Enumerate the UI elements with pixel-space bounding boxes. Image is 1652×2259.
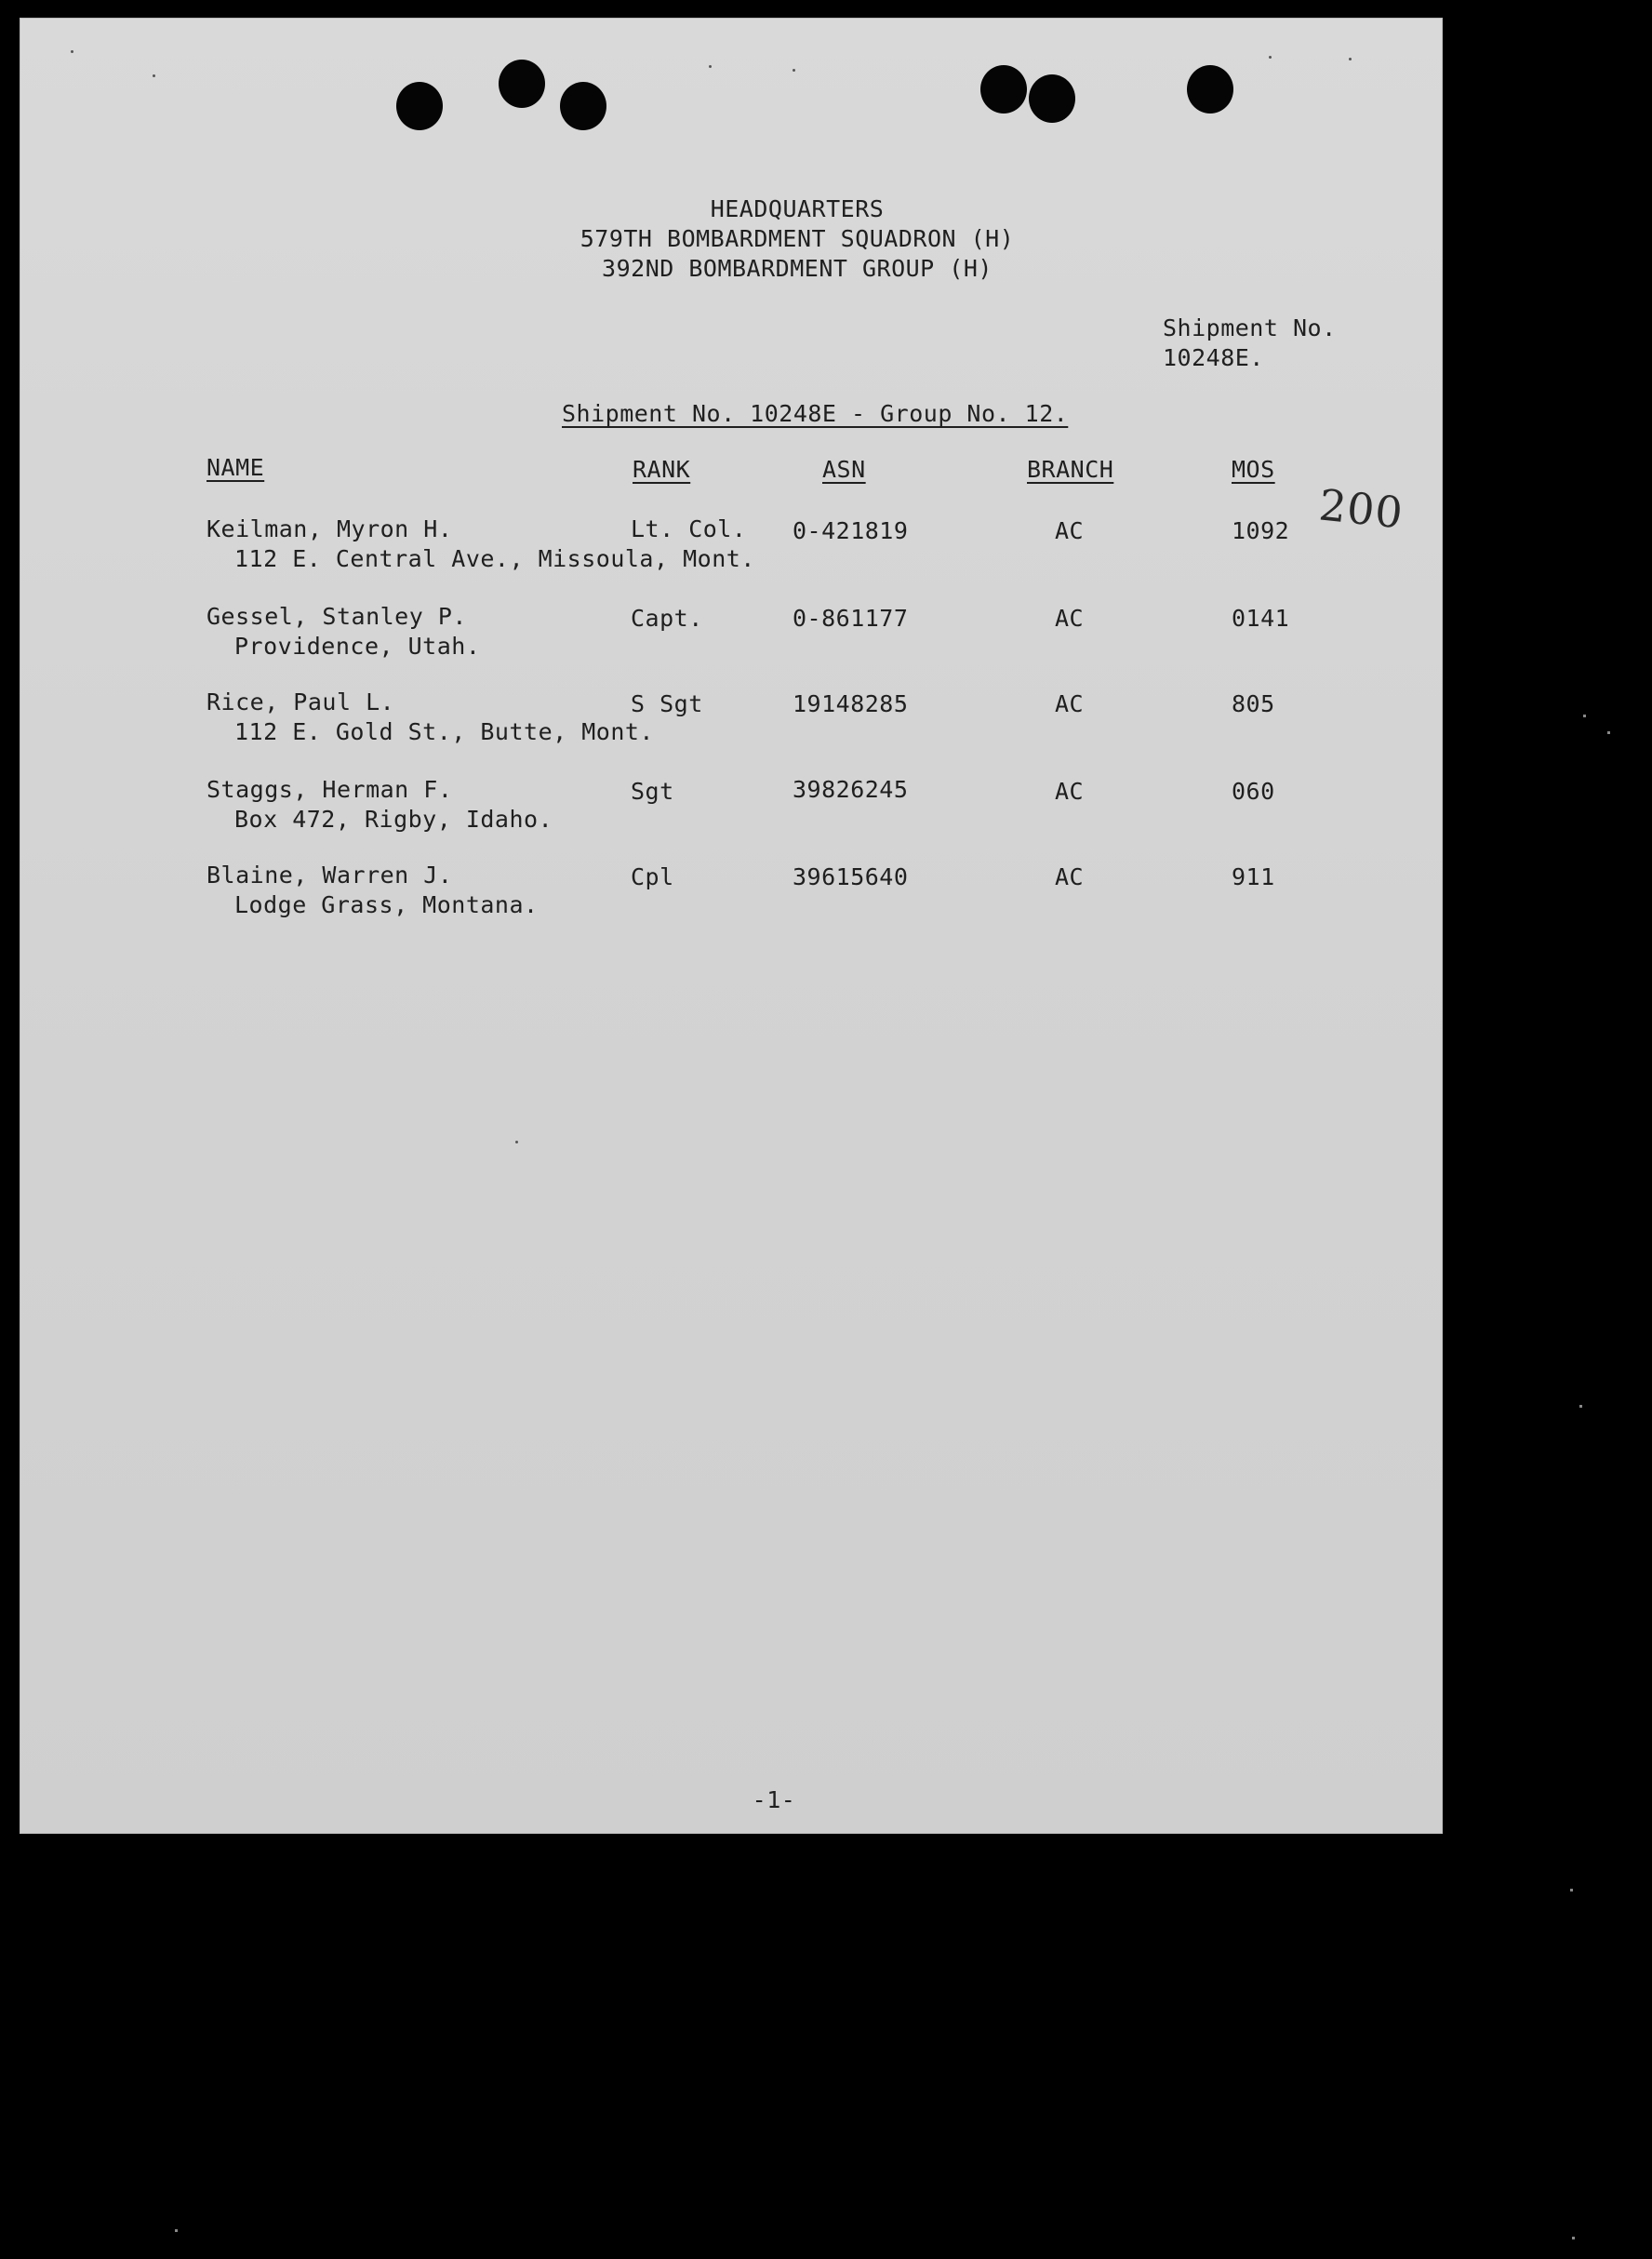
column-header-rank: RANK <box>633 456 691 483</box>
column-header-mos: MOS <box>1232 456 1275 483</box>
row-address: Lodge Grass, Montana. <box>234 891 539 918</box>
row-mos: 1092 <box>1232 517 1290 544</box>
row-mos: 911 <box>1232 863 1275 890</box>
speck <box>1583 715 1586 717</box>
header-squadron: 579TH BOMBARDMENT SQUADRON (H) <box>580 225 1015 252</box>
row-address: 112 E. Gold St., Butte, Mont. <box>234 718 654 745</box>
row-mos: 0141 <box>1232 605 1290 632</box>
speck <box>1349 58 1352 60</box>
punch-hole <box>396 82 443 130</box>
speck <box>1572 2237 1575 2239</box>
row-branch: AC <box>1055 690 1085 717</box>
row-branch: AC <box>1055 605 1085 632</box>
row-rank: Cpl <box>631 863 674 890</box>
row-asn: 0-861177 <box>793 605 909 632</box>
punch-hole <box>1029 74 1075 123</box>
speck <box>1579 1405 1582 1408</box>
row-name: Gessel, Stanley P. <box>206 603 467 630</box>
speck <box>1570 1889 1573 1891</box>
row-branch: AC <box>1055 517 1085 544</box>
row-branch: AC <box>1055 863 1085 890</box>
column-header-name: NAME <box>206 454 265 481</box>
punch-hole <box>1187 65 1233 114</box>
row-rank: Lt. Col. <box>631 515 747 542</box>
row-asn: 39826245 <box>793 776 909 803</box>
punch-hole <box>560 82 606 130</box>
punch-hole <box>980 65 1027 114</box>
row-name: Rice, Paul L. <box>206 688 395 715</box>
speck <box>709 65 712 68</box>
speck <box>515 1141 518 1143</box>
speck <box>175 2229 178 2232</box>
row-mos: 805 <box>1232 690 1275 717</box>
page-number: -1- <box>752 1786 796 1813</box>
row-asn: 19148285 <box>793 690 909 717</box>
row-rank: Capt. <box>631 605 703 632</box>
shipment-ref-label: Shipment No. <box>1163 314 1337 341</box>
row-asn: 0-421819 <box>793 517 909 544</box>
row-address: 112 E. Central Ave., Missoula, Mont. <box>234 545 755 572</box>
speck <box>1269 56 1272 59</box>
shipment-group-title: Shipment No. 10248E - Group No. 12. <box>562 400 1069 427</box>
document-page <box>20 19 1442 1833</box>
row-name: Blaine, Warren J. <box>206 862 453 889</box>
shipment-ref-number: 10248E. <box>1163 344 1264 371</box>
row-rank: S Sgt <box>631 690 703 717</box>
speck <box>793 69 795 72</box>
row-name: Staggs, Herman F. <box>206 776 453 803</box>
column-header-branch: BRANCH <box>1027 456 1114 483</box>
handwritten-number: 200 <box>1316 479 1406 539</box>
row-branch: AC <box>1055 778 1085 805</box>
column-header-asn: ASN <box>822 456 866 483</box>
row-asn: 39615640 <box>793 863 909 890</box>
speck <box>71 50 73 53</box>
row-mos: 060 <box>1232 778 1275 805</box>
header-headquarters: HEADQUARTERS <box>710 195 885 222</box>
header-group: 392ND BOMBARDMENT GROUP (H) <box>602 255 993 282</box>
speck <box>1607 731 1610 734</box>
row-address: Box 472, Rigby, Idaho. <box>234 806 553 833</box>
row-rank: Sgt <box>631 778 674 805</box>
punch-hole <box>499 60 545 108</box>
speck <box>153 74 155 77</box>
row-address: Providence, Utah. <box>234 633 481 660</box>
row-name: Keilman, Myron H. <box>206 515 453 542</box>
